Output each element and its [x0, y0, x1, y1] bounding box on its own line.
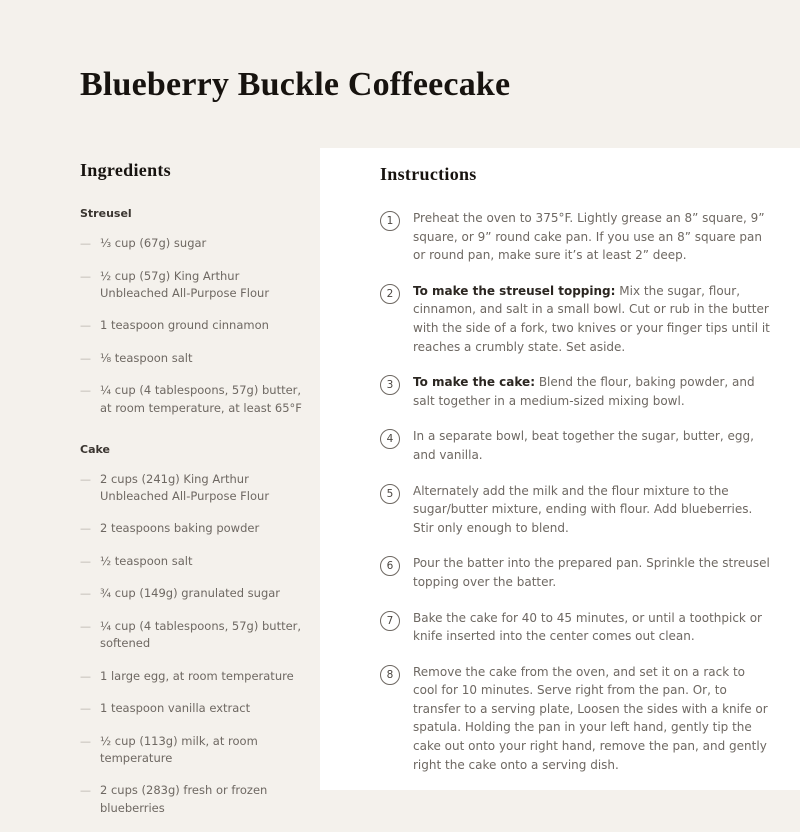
dash-marker-icon: —	[80, 702, 91, 716]
steps-list	[380, 209, 772, 774]
ingredient-item	[80, 235, 310, 253]
ingredient-text: ⅓ cup (67g) sugar	[100, 236, 207, 250]
step-text	[413, 609, 772, 646]
step-number-badge: 8	[380, 665, 400, 685]
ingredient-text: 2 cups (283g) fresh or frozen blueberries	[100, 783, 268, 815]
ingredient-text: ¼ cup (4 tablespoons, 57g) butter, softened	[100, 619, 302, 651]
step-text	[413, 427, 772, 464]
step-number-badge: 4	[380, 429, 400, 449]
ingredient-item	[80, 618, 310, 653]
step-item	[380, 209, 772, 265]
dash-marker-icon: —	[80, 384, 91, 398]
step-text	[413, 482, 772, 538]
step-number-badge: 3	[380, 375, 400, 395]
ingredient-text: 1 large egg, at room temperature	[100, 668, 294, 683]
ingredient-text: 1 teaspoon ground cinnamon	[100, 318, 269, 333]
step-item	[380, 663, 772, 775]
dash-marker-icon: —	[80, 620, 91, 634]
step-item	[380, 609, 772, 646]
dash-marker-icon: —	[80, 269, 91, 283]
dash-marker-icon: —	[80, 669, 91, 683]
ingredient-section-label-cake: Cake	[80, 442, 110, 456]
ingredients-heading: Ingredients	[80, 160, 171, 180]
step-number-badge: 7	[380, 611, 400, 631]
step-body: Bake the cake for 40 to 45 minutes, or until a toothpick or knife inserted into the center comes out clean.	[413, 610, 762, 644]
ingredient-item	[80, 382, 310, 417]
ingredient-item	[80, 553, 310, 571]
dash-marker-icon: —	[80, 522, 91, 536]
step-number-badge: 2	[380, 284, 400, 304]
step-body: Blend the flour, baking powder, and salt together in a medium-sized mixing bowl.	[413, 375, 755, 408]
ingredient-text: ¾ cup (149g) granulated sugar	[100, 586, 281, 601]
step-number-badge: 6	[380, 556, 400, 576]
step-body: In a separate bowl, beat together the sugar, butter, egg, and vanilla.	[413, 429, 754, 462]
ingredient-item	[80, 668, 310, 686]
dash-marker-icon: —	[80, 554, 91, 568]
ingredient-text: ½ teaspoon salt	[100, 553, 193, 568]
step-bold-lead: To make the streusel topping:	[413, 283, 616, 298]
dash-marker-icon: —	[80, 472, 91, 486]
step-item	[380, 427, 772, 464]
ingredient-item	[80, 520, 310, 538]
ingredient-text: ¼ cup (4 tablespoons, 57g) butter, at room temperature, at least 65°F	[100, 383, 302, 415]
dash-marker-icon: —	[80, 734, 91, 748]
step-item	[380, 554, 772, 591]
step-body: Preheat the oven to 375°F. Lightly grease an 8” square, 9” square, or 9” round cake pan. If you use an 8” square pan or round pan, make sure it’s at least 2” deep.	[413, 211, 765, 263]
ingredient-text: 2 cups (241g) King Arthur Unbleached All-Purpose Flour	[100, 471, 270, 504]
step-body: Mix the sugar, flour, cinnamon, and salt in a small bowl. Cut or rub in the butter with the side of a fork, two knives or your finger tips until it reaches a crumbly state. Set aside.	[413, 283, 770, 354]
ingredient-text: ⅛ teaspoon salt	[100, 350, 193, 365]
step-text	[413, 282, 772, 356]
step-number-badge: 5	[380, 484, 400, 504]
dash-marker-icon: —	[80, 319, 91, 333]
step-body: Pour the batter into the prepared pan. Sprinkle the streusel topping over the batter.	[413, 556, 770, 589]
ingredient-item	[80, 471, 310, 506]
step-item	[380, 282, 772, 356]
ingredient-item	[80, 350, 310, 368]
step-text	[413, 554, 772, 591]
ingredients-column	[80, 160, 310, 832]
instructions-column	[380, 164, 772, 791]
step-bold-lead: To make the cake:	[413, 375, 535, 390]
instructions-heading: Instructions	[380, 164, 477, 184]
ingredient-text: ½ cup (57g) King Arthur Unbleached All-Purpose Flour	[100, 268, 270, 300]
dash-marker-icon: —	[80, 784, 91, 798]
ingredient-text: 1 teaspoon vanilla extract	[100, 701, 251, 716]
ingredient-section-label-streusel: Streusel	[80, 207, 132, 220]
step-body: Alternately add the milk and the flour mixture to the sugar/butter mixture, ending with flour. Add blueberries. Stir only enough to blend.	[413, 483, 753, 535]
ingredient-item	[80, 700, 310, 718]
ingredient-item	[80, 585, 310, 603]
step-body: Remove the cake from the oven, and set it on a rack to cool for 10 minutes. Serve right from the pan. Or, to transfer to a serving plate, Loosen the sides with a knife or spatula. Holding the pan in your left hand, gently tip the cake out onto your right hand, remove the pan, and gently right the cake onto a serving dish.	[413, 664, 768, 772]
dash-marker-icon: —	[80, 351, 91, 365]
step-item	[380, 482, 772, 538]
step-text	[413, 663, 772, 775]
ingredient-item	[80, 317, 310, 335]
step-text	[413, 209, 772, 265]
step-item	[380, 373, 772, 410]
dash-marker-icon: —	[80, 587, 91, 601]
ingredient-text: ½ cup (113g) milk, at room temperature	[100, 733, 258, 765]
step-number-badge: 1	[380, 211, 400, 231]
dash-marker-icon: —	[80, 237, 91, 250]
ingredient-text: 2 teaspoons baking powder	[100, 521, 260, 536]
step-text	[413, 373, 772, 410]
page-title: Blueberry Buckle Coffeecake	[80, 66, 511, 103]
ingredient-item	[80, 733, 310, 768]
ingredient-item	[80, 268, 310, 303]
